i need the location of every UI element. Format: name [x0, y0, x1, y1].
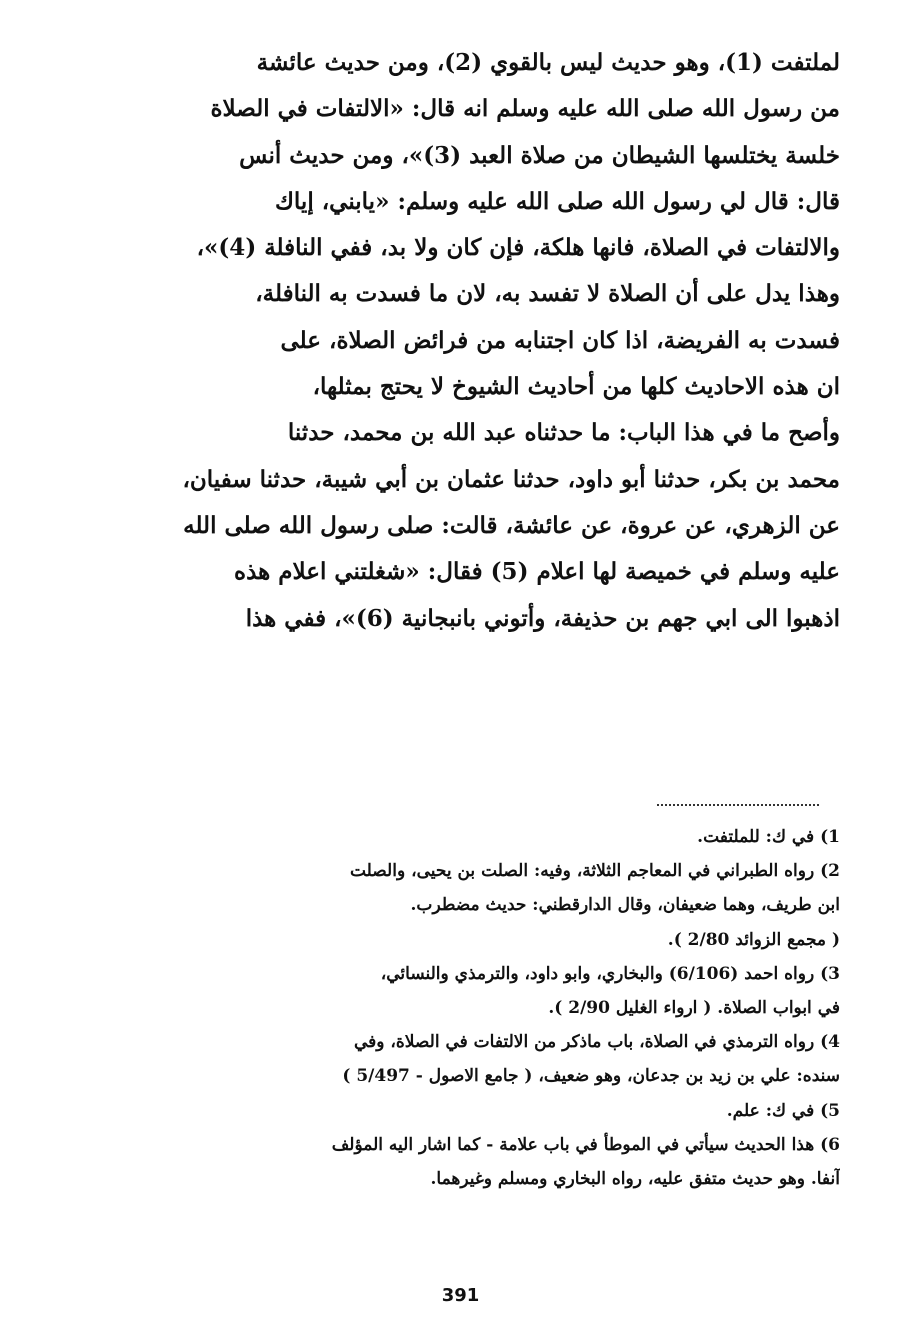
footnote-line: سنده: علي بن زيد بن جدعان، وهو ضعيف، ( جامع الاصول - 5/497 ) — [342, 1066, 840, 1087]
footnotes-block — [160, 820, 840, 1196]
footnote-line: في ابواب الصلاة. ( ارواء الغليل 2/90 ). — [548, 997, 840, 1018]
main-text-block — [165, 40, 840, 642]
footnote-line: 4) رواه الترمذي في الصلاة، باب ماذكر من الالتفات في الصلاة، وفي — [353, 1032, 840, 1053]
main-text-line: اذهبوا الى ابي جهم بن حذيفة، وأتوني بانبجانية (6)»، ففي هذا — [245, 604, 840, 632]
main-text-line: وهذا يدل على أن الصلاة لا تفسد به، لان ما فسدت به النافلة، — [255, 280, 840, 308]
footnote-line: ( مجمع الزوائد 2/80 ). — [667, 929, 840, 950]
main-text-line: والالتفات في الصلاة، فانها هلكة، فإن كان ولا بد، ففي النافلة (4)»، — [196, 234, 840, 262]
footnote-divider — [657, 804, 819, 806]
main-text-line: خلسة يختلسها الشيطان من صلاة العبد (3)»، ومن حديث أنس — [239, 141, 840, 169]
footnote-line: 1) في ك: للملتفت. — [697, 827, 840, 847]
footnote-line: 2) رواه الطبراني في المعاجم الثلاثة، وفيه: الصلت بن يحيى، والصلت — [349, 861, 840, 882]
footnote-line: 5) في ك: علم. — [726, 1100, 840, 1121]
footnote-line: 6) هذا الحديث سيأتي في الموطأ في باب علامة - كما اشار اليه المؤلف — [331, 1134, 840, 1155]
page-number: 391 — [441, 1285, 480, 1306]
main-text-line: من رسول الله صلى الله عليه وسلم انه قال: «الالتفات في الصلاة — [210, 95, 840, 123]
main-text-line: عن الزهري، عن عروة، عن عائشة، قالت: صلى رسول الله صلى الله — [183, 511, 840, 539]
main-text-line: وأصح ما في هذا الباب: ما حدثناه عبد الله بن محمد، حدثنا — [287, 419, 840, 447]
main-text-line: فسدت به الفريضة، اذا كان اجتنابه من فرائض الصلاة، على — [280, 326, 840, 354]
main-text-line: لملتفت (1)، وهو حديث ليس بالقوي (2)، ومن حديث عائشة — [256, 49, 840, 76]
main-text-line: ان هذه الاحاديث كلها من أحاديث الشيوخ لا يحتج بمثلها، — [312, 373, 840, 401]
main-text-line: قال: قال لي رسول الله صلى الله عليه وسلم: «يابني، إياك — [274, 187, 840, 215]
footnote-line: آنفا. وهو حديث متفق عليه، رواه البخاري ومسلم وغيرهما. — [430, 1168, 840, 1189]
footnote-line: ابن طريف، وهما ضعيفان، وقال الدارقطني: حديث مضطرب. — [410, 895, 840, 916]
main-text-line: عليه وسلم في خميصة لها اعلام (5) فقال: «شغلتني اعلام هذه — [234, 558, 840, 586]
footnote-line: 3) رواه احمد (6/106) والبخاري، وابو داود، والترمذي والنسائي، — [380, 963, 840, 984]
main-text-line: محمد بن بكر، حدثنا أبو داود، حدثنا عثمان بن أبي شيبة، حدثنا سفيان، — [182, 465, 840, 493]
